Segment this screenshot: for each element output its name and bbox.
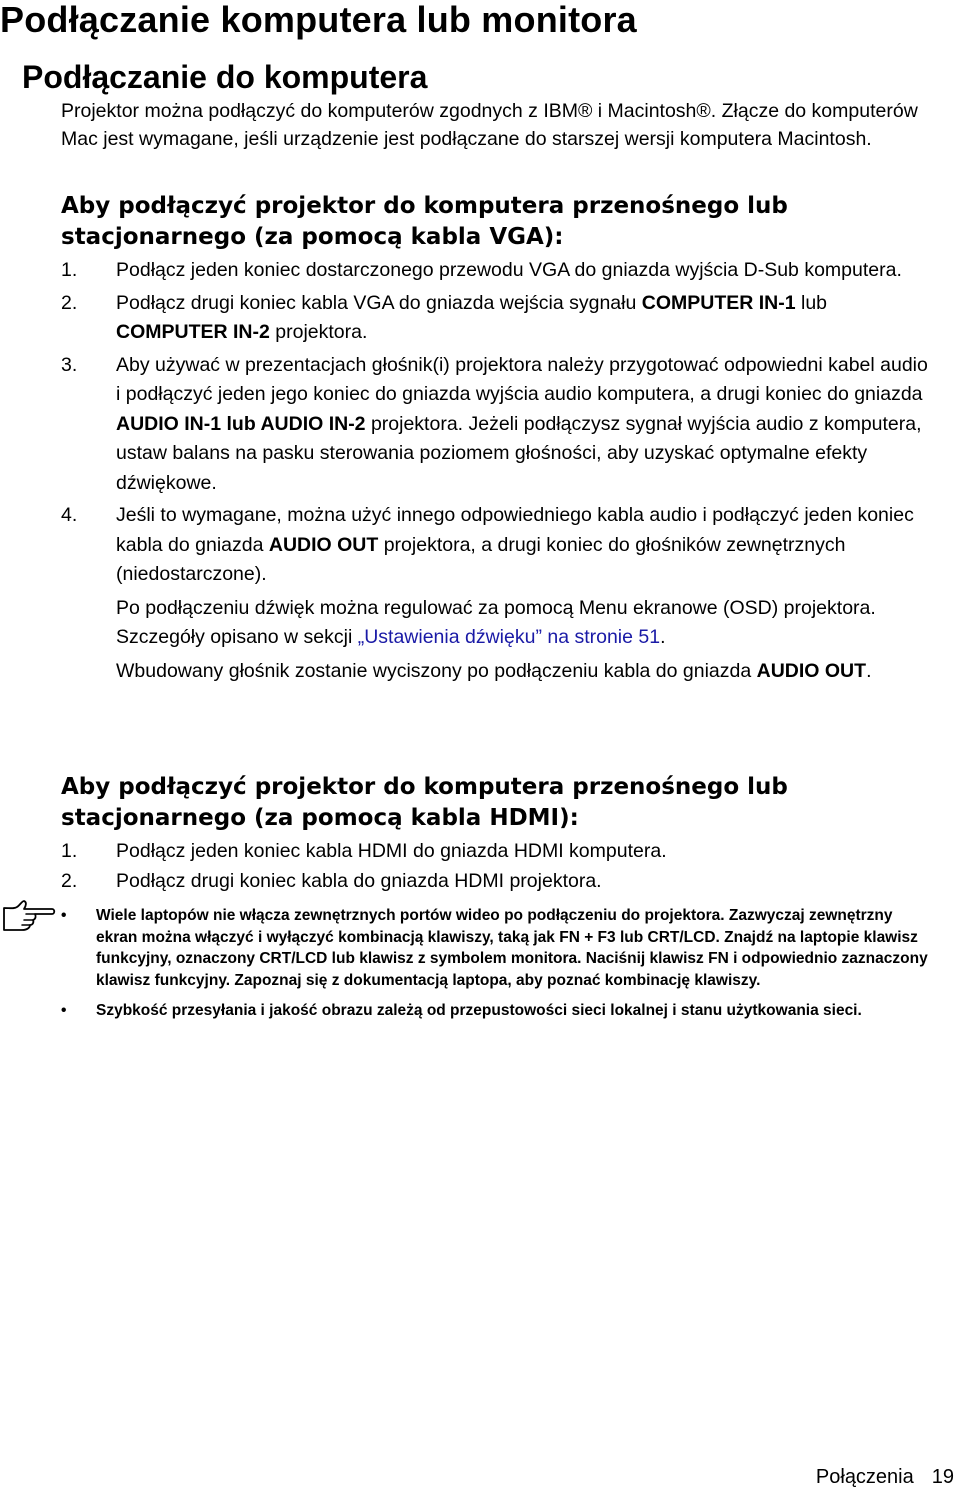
step-text: projektora, a drugi koniec do głośników zewnętrznych (niedostarczone). bbox=[116, 533, 846, 585]
port-label: COMPUTER IN-2 bbox=[116, 321, 270, 343]
vga-steps bbox=[61, 256, 931, 686]
step-text: Podłącz drugi koniec kabla do gniazda HDMI projektora. bbox=[116, 869, 602, 892]
bullet: • bbox=[61, 907, 67, 924]
step-number: 4. bbox=[61, 504, 78, 526]
list-item bbox=[61, 837, 931, 867]
step-text: Jeśli to wymagane, można użyć innego odpowiedniego kabla audio i podłączyć jeden koniec kabla do gniazda bbox=[116, 504, 914, 556]
step-number: 1. bbox=[61, 259, 78, 281]
list-item bbox=[61, 501, 931, 590]
intro-paragraph: Projektor można podłączyć do komputerów zgodnych z IBM® i Macintosh®. Złącze do komputerów Mac jest wymagane, jeśli urządzenie jest podłączane do starszej wersji komputera Macintosh. bbox=[61, 100, 918, 150]
list-item bbox=[61, 351, 931, 499]
pointing-hand-icon bbox=[2, 894, 56, 934]
step-number: 1. bbox=[61, 840, 78, 862]
list-item bbox=[61, 1000, 936, 1022]
step-text: Podłącz jeden koniec kabla HDMI do gniazda HDMI komputera. bbox=[116, 840, 667, 862]
step-text: Aby używać w prezentacjach głośnik(i) projektora należy przygotować odpowiedni kabel audio i podłączyć jeden jego koniec do gniazda wyjścia audio komputera, a drugi koniec do gniazda bbox=[116, 353, 928, 405]
port-label: COMPUTER IN-1 bbox=[641, 291, 796, 314]
hdmi-heading: Aby podłączyć projektor do komputera przenośnego lub stacjonarnego (za pomocą kabla HDMI): bbox=[61, 774, 788, 831]
list-item bbox=[61, 256, 931, 286]
list-item bbox=[61, 905, 936, 991]
list-item bbox=[61, 867, 931, 897]
step-text: projektora. bbox=[269, 321, 368, 343]
osd-paragraph bbox=[61, 594, 931, 653]
page-footer bbox=[816, 1465, 954, 1489]
list-item bbox=[61, 289, 931, 348]
step-text: Podłącz jeden koniec dostarczonego przewodu VGA do gniazda wyjścia D-Sub komputera. bbox=[116, 259, 902, 281]
note-text: Wiele laptopów nie włącza zewnętrznych portów wideo po podłączeniu do projektora. Zazwyczaj zewnętrzny ekran można włączyć i wyłączyć kombinacją klawiszy, taką jak FN + F3 lub CRT/LCD. Znajdź na laptopie klawisz funkcyjny, oznaczony CRT/LCD lub klawisz z symbolem monitora. Naciśnij klawisz FN i odpowiednio zaznaczony klawisz funkcyjny. Zapoznaj się z dokumentacją laptopa, aby poznać kombinację klawiszy. bbox=[96, 907, 928, 989]
sound-settings-link[interactable]: „Ustawienia dźwięku” na stronie 51 bbox=[357, 626, 661, 648]
paragraph-text: . bbox=[866, 659, 872, 682]
paragraph-text: . bbox=[660, 626, 666, 648]
step-text: projektora. Jeżeli podłączysz sygnał wyjścia audio z komputera, ustaw balans na pasku sterowania poziomem głośności, aby uzyskać optymalne efekty dźwiękowe. bbox=[116, 412, 922, 494]
step-number: 3. bbox=[61, 353, 78, 376]
step-text: Podłącz drugi koniec kabla VGA do gniazda wejścia sygnału bbox=[116, 291, 642, 314]
speaker-paragraph bbox=[61, 657, 931, 687]
paragraph-text: Wbudowany głośnik zostanie wyciszony po podłączeniu kabla do gniazda bbox=[116, 659, 757, 682]
note-text: Szybkość przesyłania i jakość obrazu zależą od przepustowości sieci lokalnej i stanu użytkowania sieci. bbox=[96, 1002, 862, 1019]
step-text: lub bbox=[795, 291, 828, 314]
notes-list bbox=[61, 905, 936, 1022]
bullet: • bbox=[61, 1002, 67, 1019]
footer-section: Połączenia bbox=[815, 1466, 914, 1488]
page-number: 19 bbox=[931, 1466, 954, 1488]
page-title: Podłączanie komputera lub monitora bbox=[0, 0, 637, 40]
vga-heading: Aby podłączyć projektor do komputera przenośnego lub stacjonarnego (za pomocą kabla VGA): bbox=[61, 193, 788, 250]
step-number: 2. bbox=[61, 291, 78, 314]
hdmi-steps bbox=[61, 837, 931, 896]
port-label: AUDIO IN-1 lub AUDIO IN-2 bbox=[116, 412, 366, 435]
paragraph-text: Po podłączeniu dźwięk można regulować za pomocą Menu ekranowe (OSD) projektora. Szczegóły opisano w sekcji bbox=[116, 596, 876, 648]
step-number: 2. bbox=[61, 869, 78, 892]
port-label: AUDIO OUT bbox=[268, 533, 379, 556]
section-title: Podłączanie do komputera bbox=[22, 59, 428, 95]
port-label: AUDIO OUT bbox=[756, 659, 867, 682]
